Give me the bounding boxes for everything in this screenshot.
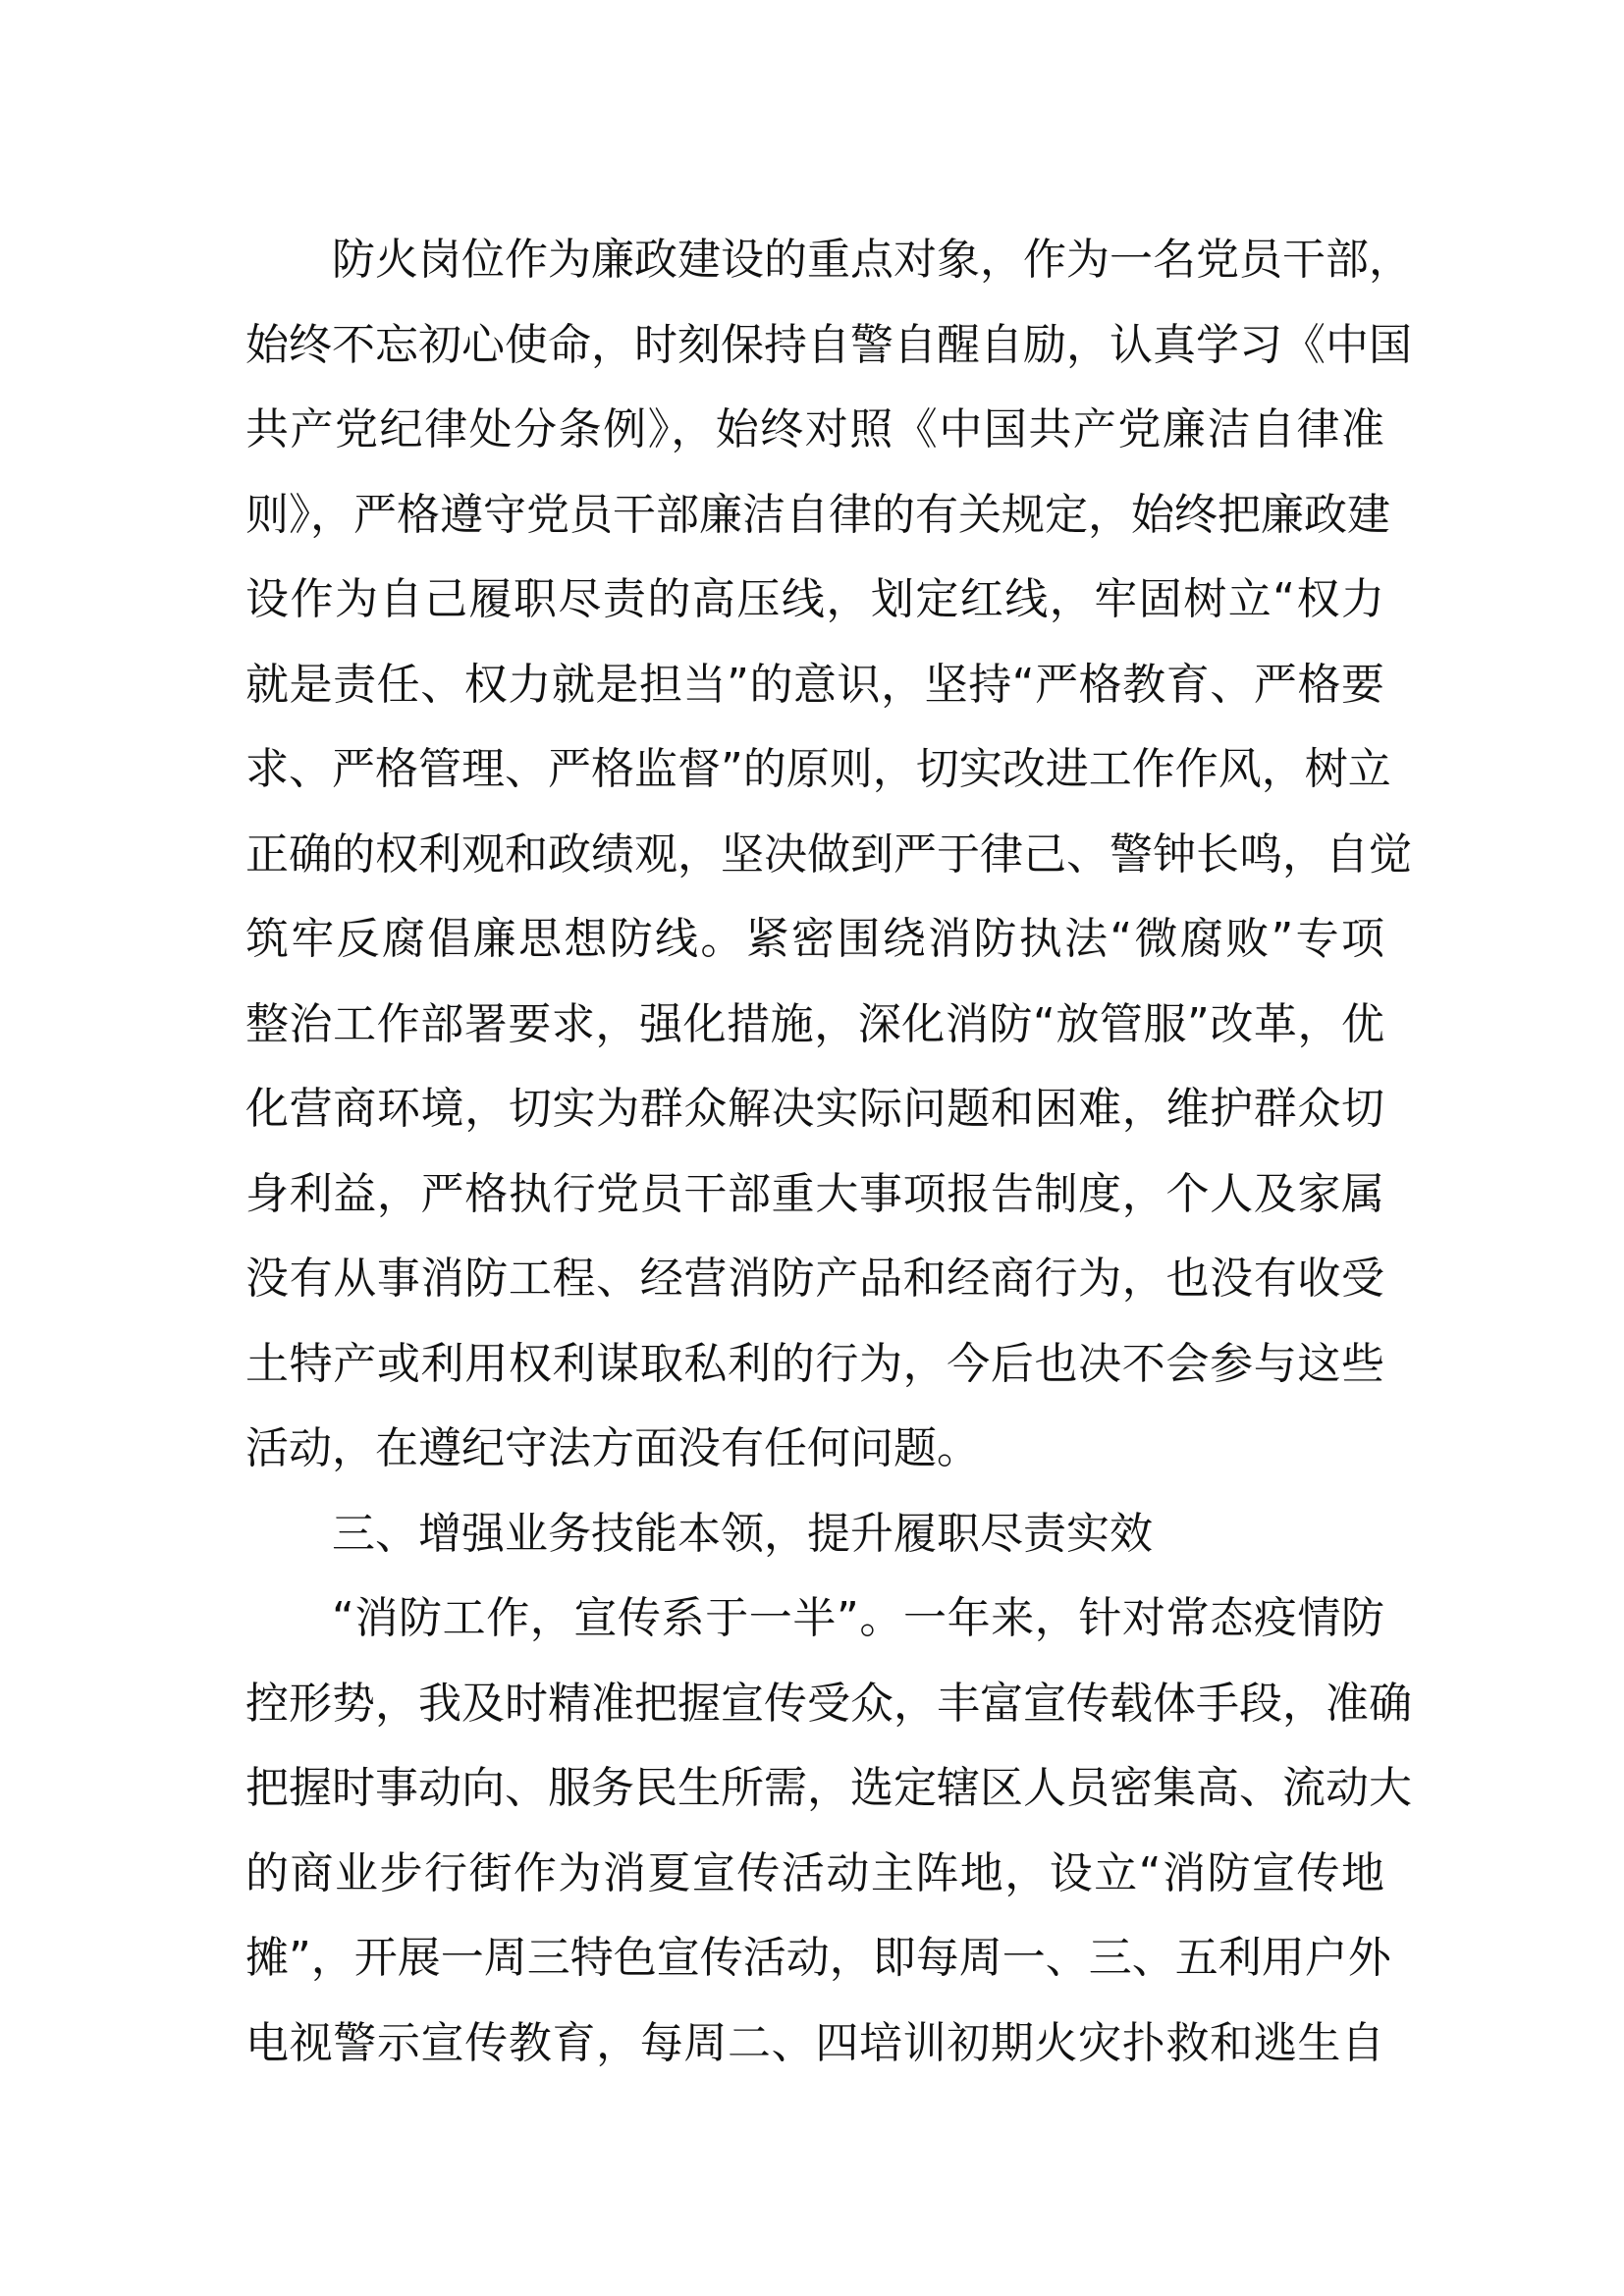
paragraph-line: 身利益，严格执行党员干部重大事项报告制度，个人及家属 xyxy=(245,1168,1384,1219)
document-body xyxy=(245,218,1412,2086)
paragraph-line: 的商业步行街作为消夏宣传活动主阵地，设立“消防宣传地 xyxy=(245,1847,1384,1898)
paragraph-line: 控形势，我及时精准把握宣传受众，丰富宣传载体手段，准确 xyxy=(245,1678,1412,1729)
paragraph-line: 把握时事动向、服务民生所需，选定辖区人员密集高、流动大 xyxy=(245,1763,1412,1813)
paragraph-line: 没有从事消防工程、经营消防产品和经商行为，也没有收受 xyxy=(245,1254,1384,1304)
paragraph-line: 共产党纪律处分条例》，始终对照《中国共产党廉洁自律准 xyxy=(245,404,1384,454)
paragraph-line: 始终不忘初心使命，时刻保持自警自醒自励，认真学习《中国 xyxy=(245,319,1412,370)
paragraph-line: “消防工作，宣传系于一半”。一年来，针对常态疫情防 xyxy=(332,1593,1384,1643)
paragraph-line: 设作为自己履职尽责的高压线，划定红线，牢固树立“权力 xyxy=(245,574,1384,624)
paragraph-line: 活动，在遵纪守法方面没有任何问题。 xyxy=(245,1423,980,1473)
section-heading: 三、增强业务技能本领，提升履职尽责实效 xyxy=(332,1508,1153,1559)
paragraph-line: 化营商环境，切实为群众解决实际问题和困难，维护群众切 xyxy=(245,1084,1384,1134)
paragraph-line: 整治工作部署要求，强化措施，深化消防“放管服”改革，优 xyxy=(245,998,1384,1049)
paragraph-line: 则》，严格遵守党员干部廉洁自律的有关规定，始终把廉政建 xyxy=(245,489,1390,540)
paragraph-line: 就是责任、权力就是担当”的意识，坚持“严格教育、严格要 xyxy=(245,659,1384,710)
paragraph-line: 正确的权利观和政绩观，坚决做到严于律己、警钟长鸣，自觉 xyxy=(245,828,1412,880)
paragraph-line: 防火岗位作为廉政建设的重点对象，作为一名党员干部， xyxy=(332,235,1412,285)
paragraph-line: 电视警示宣传教育，每周二、四培训初期火灾扑救和逃生自 xyxy=(245,2017,1384,2068)
paragraph-line: 土特产或利用权利谋取私利的行为，今后也决不会参与这些 xyxy=(245,1338,1384,1389)
paragraph-line: 摊”，开展一周三特色宣传活动，即每周一、三、五利用户外 xyxy=(245,1933,1391,1983)
paragraph-line: 求、严格管理、严格监督”的原则，切实改进工作作风，树立 xyxy=(245,744,1391,794)
paragraph-line: 筑牢反腐倡廉思想防线。紧密围绕消防执法“微腐败”专项 xyxy=(245,914,1384,964)
